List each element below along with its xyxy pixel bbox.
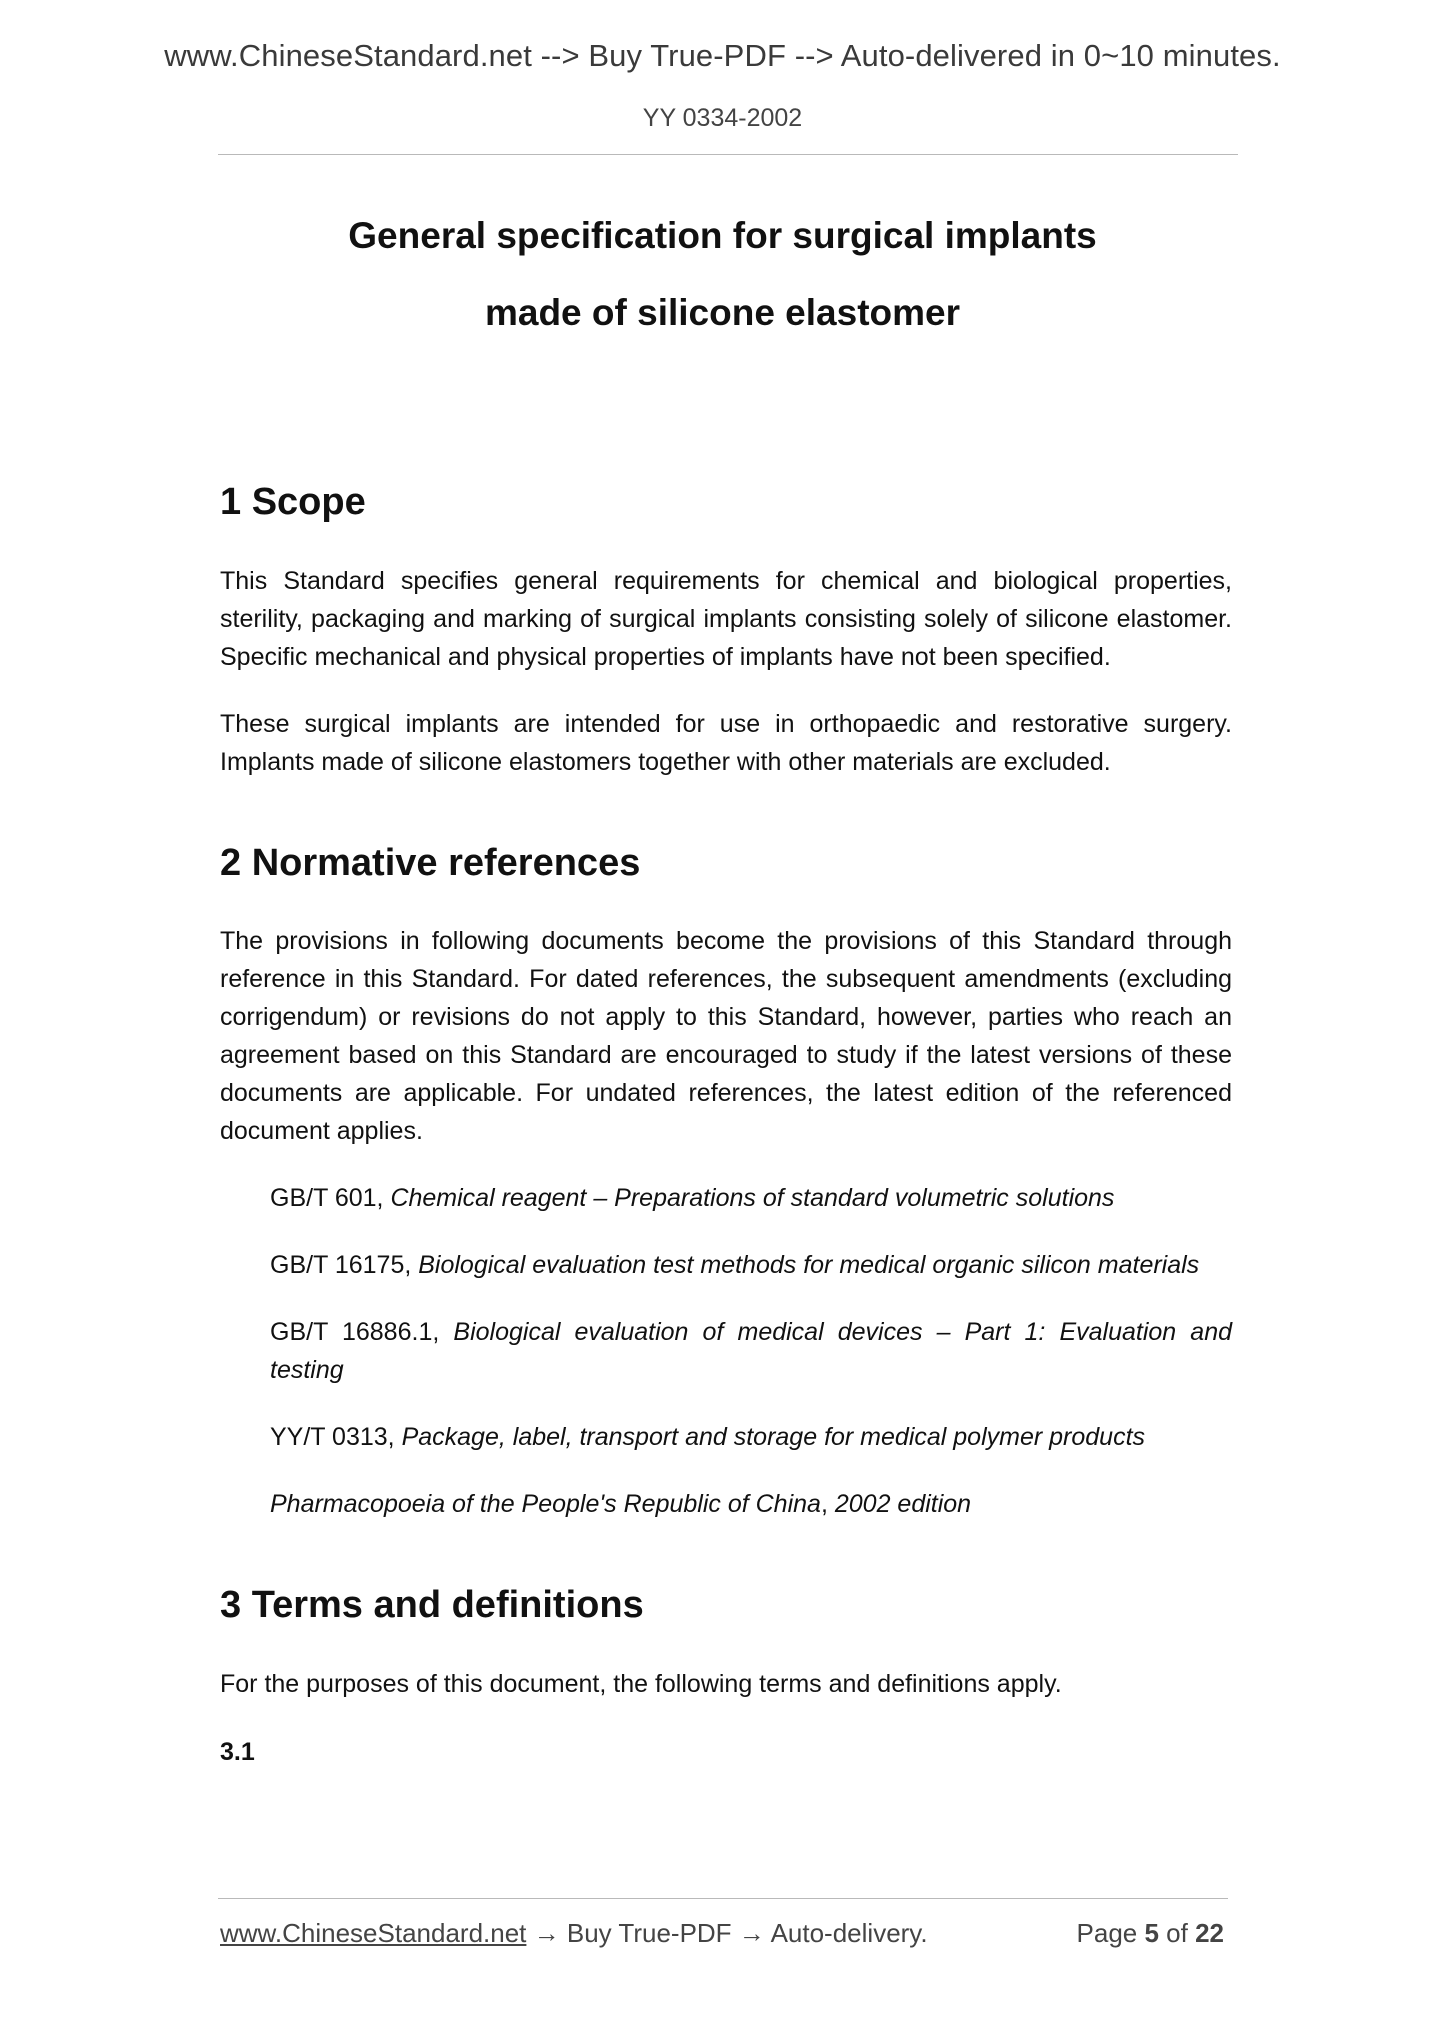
- page-indicator: Page 5 of 22: [1076, 1918, 1224, 1948]
- reference-item: GB/T 16886.1, Biological evaluation of medical devices – Part 1: Evaluation and testing: [270, 1318, 1233, 1385]
- reference-item: GB/T 601, Chemical reagent – Preparations of standard volumetric solutions: [270, 1184, 1115, 1213]
- footer-site-link[interactable]: www.ChineseStandard.net: [220, 1918, 527, 1948]
- section-heading-normative-references: 2 Normative references: [220, 841, 641, 884]
- document-title-line2: made of silicone elastomer: [484, 292, 960, 333]
- scope-paragraph-1: This Standard specifies general requirements for chemical and biological properties, sterility, packaging and marking of surgical implants consisting solely of silicone elastomer. Specific mechanical and physical properties of implants have not been specified.: [220, 566, 1232, 671]
- section-heading-terms: 3 Terms and definitions: [220, 1584, 644, 1627]
- reference-item: Pharmacopoeia of the People's Republic of China, 2002 edition: [270, 1490, 972, 1519]
- document-body: [220, 480, 1232, 1771]
- references-intro-paragraph: The provisions in following documents become the provisions of this Standard through reference in this Standard. For dated references, the subsequent amendments (excluding corrigendum) or revisions do not apply to this Standard, however, parties who reach an agreement based on this Standard are encouraged to study if the latest versions of these documents are applicable. For undated references, the latest edition of the referenced document applies.: [220, 927, 1232, 1146]
- section-heading-scope: 1 Scope: [220, 481, 366, 523]
- header-divider: [218, 154, 1238, 155]
- document-title-line1: General specification for surgical implants: [348, 215, 1097, 256]
- subsection-number: 3.1: [220, 1737, 255, 1766]
- terms-intro-paragraph: For the purposes of this document, the following terms and definitions apply.: [220, 1669, 1062, 1698]
- reference-item: YY/T 0313, Package, label, transport and storage for medical polymer products: [270, 1423, 1146, 1452]
- reference-item: GB/T 16175, Biological evaluation test methods for medical organic silicon materials: [270, 1251, 1200, 1280]
- footer-divider: [218, 1898, 1228, 1899]
- footer-left: www.ChineseStandard.net → Buy True-PDF → Auto-delivery.: [220, 1918, 928, 1948]
- scope-paragraph-2: These surgical implants are intended for use in orthopaedic and restorative surgery. Implants made of silicone elastomers together with other materials are excluded.: [220, 709, 1232, 776]
- page-footer: [220, 1918, 1224, 1949]
- reference-list: [220, 1179, 1232, 1523]
- standard-number: YY 0334-2002: [642, 104, 803, 132]
- top-banner: www.ChineseStandard.net --> Buy True-PDF --> Auto-delivered in 0~10 minutes.: [164, 38, 1281, 73]
